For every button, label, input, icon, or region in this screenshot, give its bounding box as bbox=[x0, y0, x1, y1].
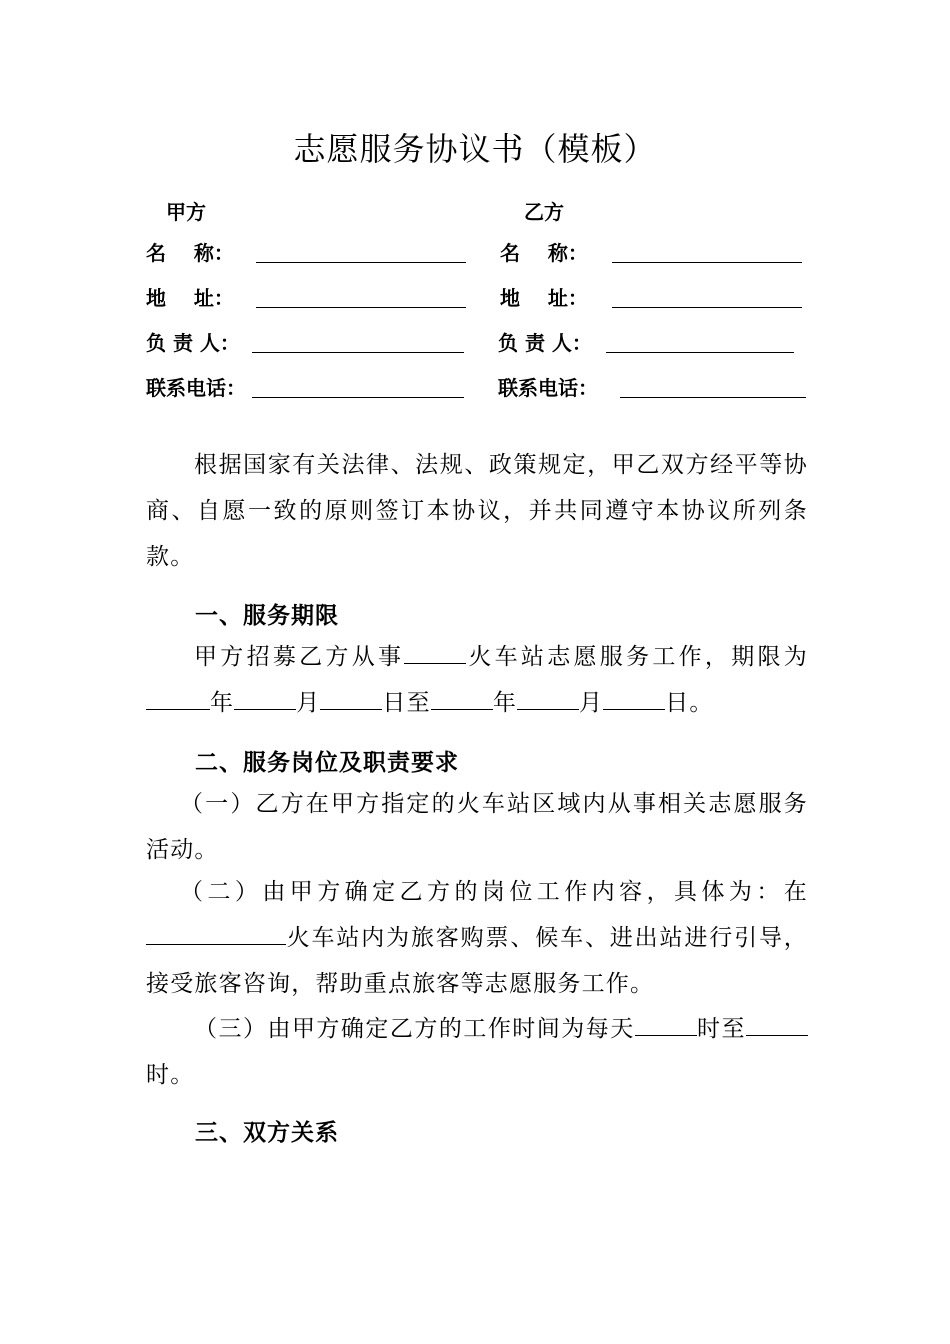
party-b-name-label: 名 称： bbox=[500, 241, 588, 265]
section-2-item-2 bbox=[146, 869, 808, 1007]
party-a-name-field[interactable] bbox=[256, 262, 466, 263]
section-3-heading: 三、双方关系 bbox=[195, 1120, 339, 1146]
s1-text-7: 月 bbox=[579, 690, 604, 716]
party-b-phone-row bbox=[498, 373, 818, 403]
intro-paragraph: 根据国家有关法律、法规、政策规定，甲乙双方经平等协商、自愿一致的原则签订本协议，并共同遵守本协议所列条款。 bbox=[146, 452, 808, 570]
party-a-address-field[interactable] bbox=[256, 307, 466, 308]
party-a-manager-label: 负 责 人： bbox=[146, 331, 240, 355]
party-a-manager-field[interactable] bbox=[252, 352, 464, 353]
section-2-heading: 二、服务岗位及职责要求 bbox=[195, 750, 459, 776]
party-a-manager-row bbox=[146, 328, 476, 358]
s1-start-month-blank[interactable] bbox=[234, 687, 296, 710]
party-a-name-row bbox=[146, 238, 476, 268]
s1-text-5: 日至 bbox=[382, 690, 431, 716]
section-2-item-3 bbox=[146, 1006, 808, 1098]
s2-start-hour-blank[interactable] bbox=[635, 1013, 697, 1036]
party-b-phone-label: 联系电话： bbox=[498, 376, 598, 400]
party-a-phone-label: 联系电话： bbox=[146, 376, 246, 400]
party-a-phone-row bbox=[146, 373, 476, 403]
s2-item3-text-3: 时。 bbox=[146, 1062, 195, 1088]
s1-station-blank[interactable] bbox=[404, 641, 466, 664]
party-a-phone-field[interactable] bbox=[252, 397, 464, 398]
s1-text-3: 年 bbox=[210, 690, 235, 716]
s1-text-2: 火车站志愿服务工作，期限为 bbox=[466, 644, 808, 670]
section-2-item-1: （一）乙方在甲方指定的火车站区域内从事相关志愿服务活动。 bbox=[146, 791, 808, 863]
s1-end-year-blank[interactable] bbox=[431, 687, 493, 710]
party-a-address-label: 地 址： bbox=[146, 286, 234, 310]
party-b-heading: 乙方 bbox=[524, 200, 564, 224]
s2-item2-text-1: （二）由甲方确定乙方的岗位工作内容，具体为：在 bbox=[180, 879, 808, 905]
s1-start-year-blank[interactable] bbox=[146, 687, 210, 710]
party-b-address-field[interactable] bbox=[612, 307, 802, 308]
s1-text-1: 甲方招募乙方从事 bbox=[194, 644, 405, 670]
party-b-manager-field[interactable] bbox=[606, 352, 794, 353]
section-1-paragraph bbox=[146, 634, 808, 726]
s1-end-month-blank[interactable] bbox=[517, 687, 579, 710]
s1-text-8: 日。 bbox=[665, 690, 714, 716]
party-b-name-row bbox=[500, 238, 820, 268]
s1-end-day-blank[interactable] bbox=[603, 687, 665, 710]
document-title: 志愿服务协议书（模板） bbox=[293, 130, 657, 168]
party-b-phone-field[interactable] bbox=[620, 397, 806, 398]
party-b-manager-label: 负 责 人： bbox=[498, 331, 592, 355]
party-a-address-row bbox=[146, 283, 476, 313]
s2-station-blank[interactable] bbox=[146, 922, 286, 945]
party-b-address-label: 地 址： bbox=[500, 286, 588, 310]
s2-item2-text-2: 火车站内为旅客购票、候车、进出站进行引导，接受旅客咨询，帮助重点旅客等志愿服务工作。 bbox=[146, 925, 808, 997]
s1-text-6: 年 bbox=[492, 690, 518, 716]
section-1-heading: 一、服务期限 bbox=[195, 603, 339, 629]
party-b-name-field[interactable] bbox=[612, 262, 802, 263]
s2-item3-text-2: 时至 bbox=[696, 1016, 746, 1042]
party-a-name-label: 名 称： bbox=[146, 241, 234, 265]
s2-end-hour-blank[interactable] bbox=[746, 1013, 808, 1036]
s1-start-day-blank[interactable] bbox=[320, 687, 382, 710]
s2-item3-text-1: （三）由甲方确定乙方的工作时间为每天 bbox=[194, 1016, 635, 1042]
party-a-heading: 甲方 bbox=[166, 200, 206, 224]
s1-text-4: 月 bbox=[296, 690, 321, 716]
party-b-address-row bbox=[500, 283, 820, 313]
party-b-manager-row bbox=[498, 328, 818, 358]
